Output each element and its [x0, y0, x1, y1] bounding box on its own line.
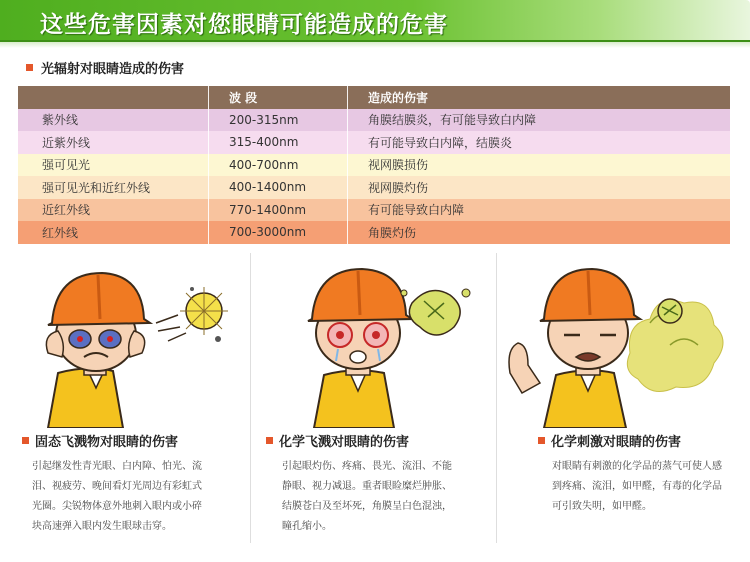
panel-header: [538, 431, 681, 450]
radiation-section-header: [26, 58, 184, 77]
panel-chemical-irritant: [500, 253, 732, 543]
table-header-row: [18, 86, 730, 109]
row-band: 700-3000nm: [208, 221, 348, 244]
radiation-section-title: 光辐射对眼睛造成的伤害: [41, 62, 185, 77]
row-harm: 角膜灼伤: [368, 225, 417, 240]
description-line: 对眼睛有刺激的化学品的蒸气可使人感: [552, 461, 722, 472]
banner: [0, 0, 750, 42]
description-line: 静眼、视力减退。重者眼睑糜烂肿胀、: [282, 481, 452, 492]
table-row: [18, 109, 730, 132]
row-band: 400-1400nm: [208, 176, 348, 199]
header-cell-band: 波 段: [208, 86, 348, 109]
panel-description: [552, 457, 750, 517]
description-line: 引起眼灼伤、疼痛、畏光、流泪、不能: [282, 461, 452, 472]
description-line: 瞳孔缩小。: [282, 521, 332, 532]
banner-title: 这些危害因素对您眼睛可能造成的危害: [40, 12, 448, 38]
bullet-square-icon: [538, 437, 545, 444]
description-line: 结膜苍白及至坏死，角膜呈白色混浊，: [282, 501, 452, 512]
panel-divider: [496, 253, 497, 543]
bullet-square-icon: [22, 437, 29, 444]
description-line: 可引致失明，如甲醛。: [552, 501, 652, 512]
panel-title: 固态飞溅物对眼睛的伤害: [35, 435, 179, 450]
panel-header: [266, 431, 409, 450]
row-name: 近紫外线: [42, 135, 91, 150]
chemical-splash-illustration: [254, 253, 494, 428]
panel-chemical-splash: [254, 253, 494, 543]
row-harm: 视网膜灼伤: [368, 180, 429, 195]
header-cell-harm: 造成的伤害: [368, 90, 429, 105]
table-row: [18, 199, 730, 222]
table-row: [18, 176, 730, 199]
panel-header: [22, 431, 178, 450]
bullet-square-icon: [266, 437, 273, 444]
description-line: 光圈。尖锐物体意外地刺入眼内或小碎: [32, 501, 202, 512]
row-harm: 视网膜损伤: [368, 158, 429, 173]
row-band: 200-315nm: [208, 109, 348, 132]
description-line: 块高速弹入眼内发生眼球击穿。: [32, 521, 172, 532]
chemical-irritant-illustration: [500, 253, 732, 428]
banner-shadow: [0, 42, 750, 48]
table-row: [18, 131, 730, 154]
panel-title: 化学刺激对眼睛的伤害: [551, 435, 682, 450]
panel-solid-debris: [18, 253, 250, 543]
row-name: 近红外线: [42, 203, 91, 218]
row-harm: 角膜结膜炎，有可能导致白内障: [368, 113, 537, 128]
radiation-table: [18, 86, 730, 244]
solid-debris-illustration: [18, 253, 250, 428]
row-name: 强可见光和近红外线: [42, 180, 151, 195]
row-band: 770-1400nm: [208, 199, 348, 222]
row-name: 红外线: [42, 225, 79, 240]
row-band: 400-700nm: [208, 154, 348, 177]
panel-description: [282, 457, 482, 537]
row-name: 紫外线: [42, 113, 79, 128]
table-row: [18, 154, 730, 177]
description-line: 到疼痛、流泪，如甲醛，有毒的化学品: [552, 481, 722, 492]
panel-title: 化学飞溅对眼睛的伤害: [279, 435, 410, 450]
bullet-square-icon: [26, 64, 33, 71]
row-name: 强可见光: [42, 158, 91, 173]
table-row: [18, 221, 730, 244]
row-harm: 有可能导致白内障，结膜炎: [368, 135, 513, 150]
row-band: 315-400nm: [208, 131, 348, 154]
panel-divider: [250, 253, 251, 543]
row-harm: 有可能导致白内障: [368, 203, 465, 218]
description-line: 泪、视疲劳、晚间看灯光周边有彩虹式: [32, 481, 202, 492]
panel-description: [32, 457, 232, 537]
description-line: 引起继发性青光眼、白内障、怕光、流: [32, 461, 202, 472]
hazard-panels: [18, 253, 732, 543]
